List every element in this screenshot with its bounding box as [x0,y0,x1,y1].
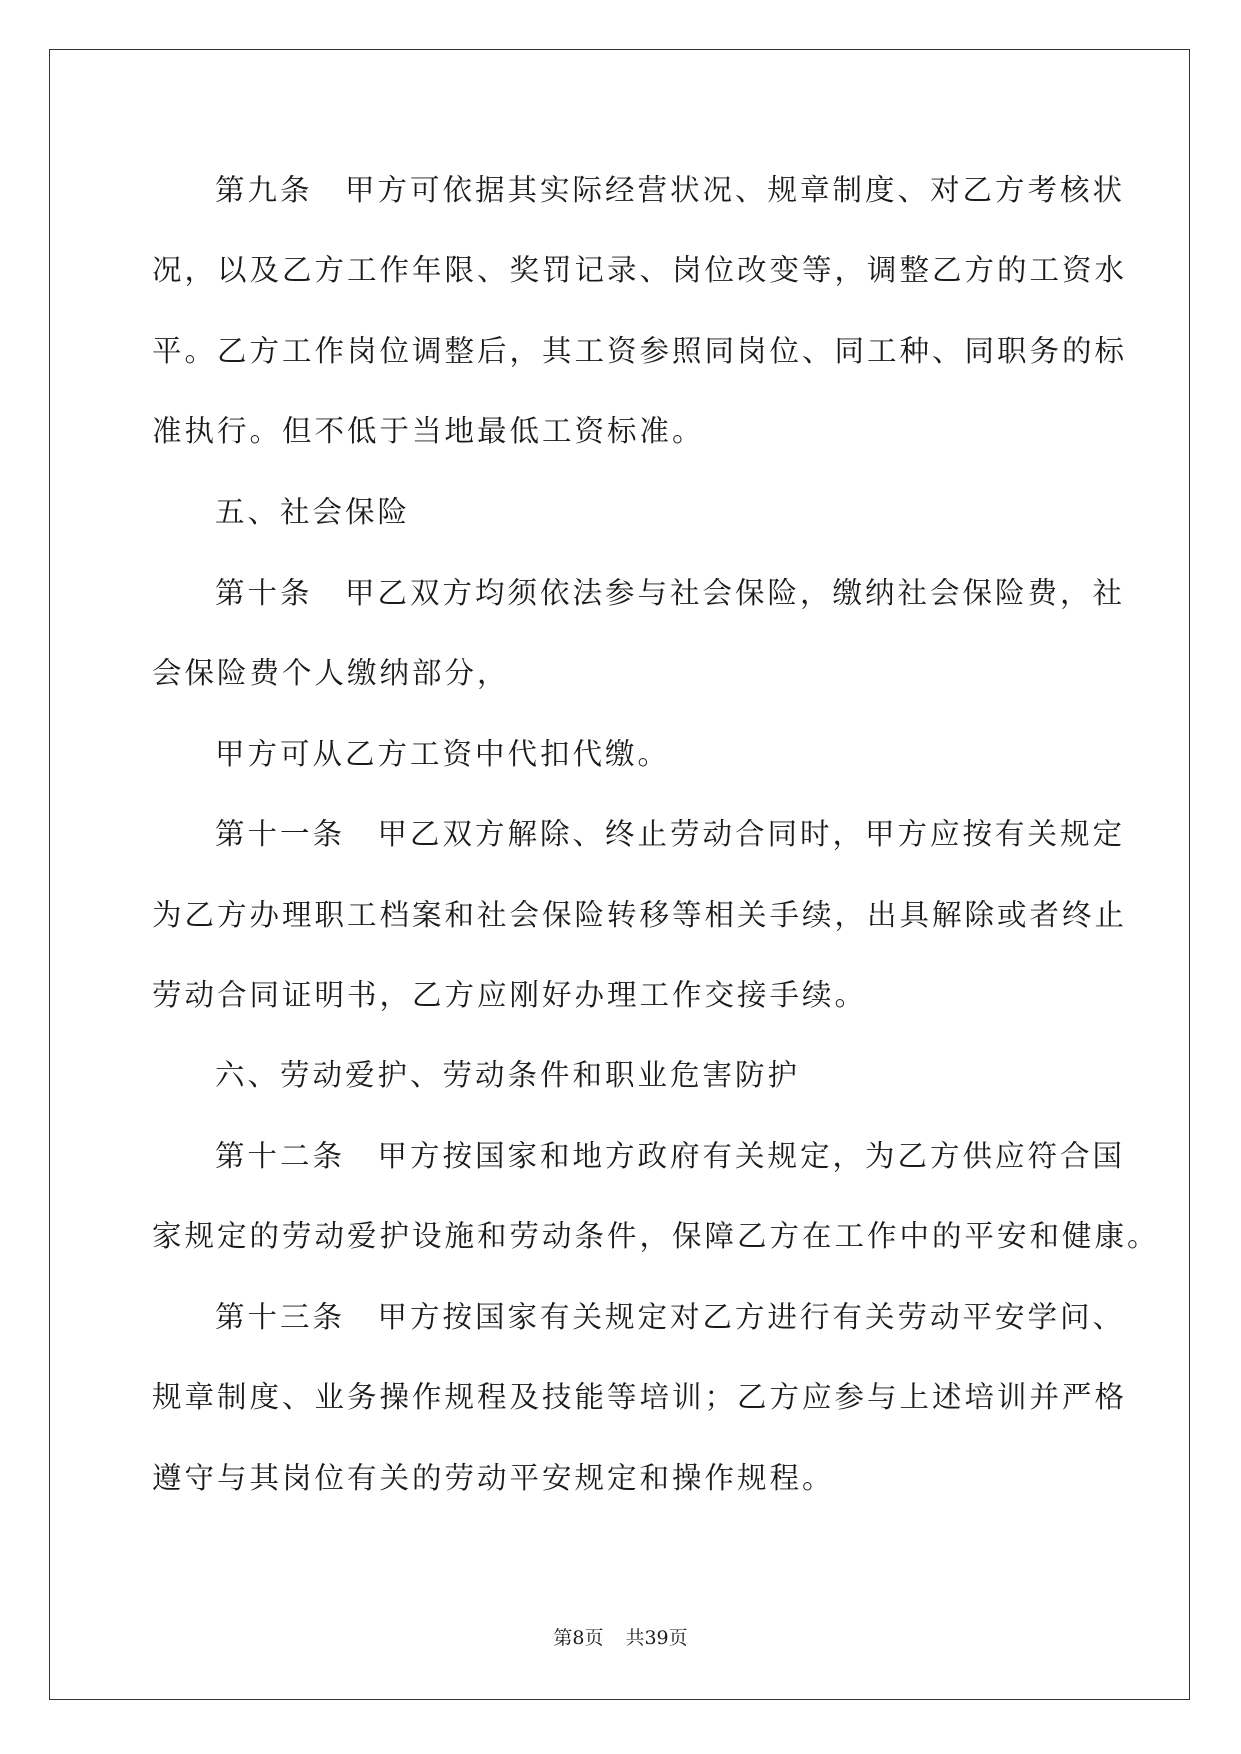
page-total: 共39页 [625,1627,688,1649]
paragraph-line: 平。乙方工作岗位调整后，其工资参照同岗位、同工种、同职务的标 [152,334,1128,368]
paragraph-line: 况，以及乙方工作年限、奖罚记录、岗位改变等，调整乙方的工资水 [152,253,1128,287]
paragraph-line: 规章制度、业务操作规程及技能等培训；乙方应参与上述培训并严格 [152,1380,1128,1414]
section-heading: 五、社会保险 [215,495,411,529]
page-border [49,49,1190,1700]
paragraph-line: 遵守与其岗位有关的劳动平安规定和操作规程。 [152,1461,835,1495]
paragraph-line: 为乙方办理职工档案和社会保险转移等相关手续，出具解除或者终止 [152,898,1128,932]
paragraph-line: 甲方可从乙方工资中代扣代缴。 [215,737,671,771]
page-footer [0,1626,1241,1650]
page-number: 第8页 [553,1627,604,1649]
paragraph-line: 第十一条 甲乙双方解除、终止劳动合同时，甲方应按有关规定 [215,817,1126,851]
paragraph-line: 第十二条 甲方按国家和地方政府有关规定，为乙方供应符合国 [215,1139,1126,1173]
paragraph-line: 会保险费个人缴纳部分， [152,656,510,690]
paragraph-line: 准执行。但不低于当地最低工资标准。 [152,414,705,448]
paragraph-line: 第十三条 甲方按国家有关规定对乙方进行有关劳动平安学问、 [215,1300,1126,1334]
paragraph-line: 家规定的劳动爱护设施和劳动条件，保障乙方在工作中的平安和健康。 [152,1219,1160,1253]
paragraph-line: 第九条 甲方可依据其实际经营状况、规章制度、对乙方考核状 [215,173,1126,207]
paragraph-line: 劳动合同证明书，乙方应刚好办理工作交接手续。 [152,978,868,1012]
paragraph-line: 第十条 甲乙双方均须依法参与社会保险，缴纳社会保险费，社 [215,576,1126,610]
section-heading: 六、劳动爱护、劳动条件和职业危害防护 [215,1058,801,1092]
